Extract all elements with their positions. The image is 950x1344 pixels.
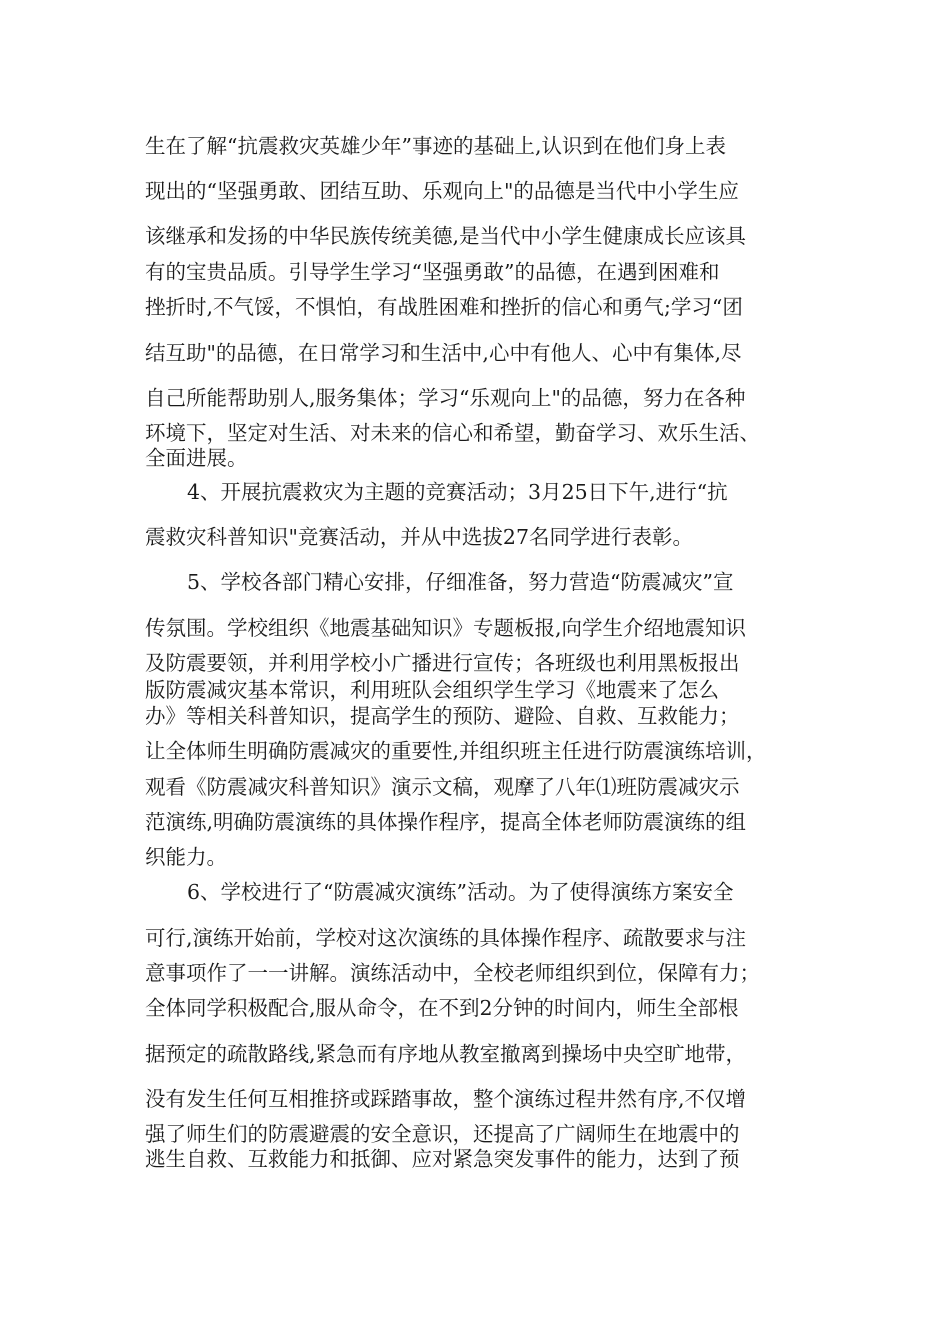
text-line: 结互助"的品德，在日常学习和生活中,心中有他人、心中有集体,尽 <box>145 341 742 365</box>
text-line: 该继承和发扬的中华民族传统美德,是当代中小学生健康成长应该具 <box>145 224 747 248</box>
paragraph-start-line: 5、学校各部门精心安排，仔细准备，努力营造“防震减灾”宣 <box>187 570 734 594</box>
text-line: 现出的“坚强勇敢、团结互助、乐观向上"的品德是当代中小学生应 <box>145 179 739 203</box>
text-line: 自己所能帮助别人,服务集体；学习“乐观向上"的品德，努力在各种 <box>145 386 746 410</box>
text-line: 织能力。 <box>145 845 227 869</box>
text-line: 及防震要领，并利用学校小广播进行宣传；各班级也利用黑板报出 <box>145 651 740 675</box>
text-line: 逃生自救、互救能力和抵御、应对紧急突发事件的能力，达到了预 <box>145 1147 740 1171</box>
text-line: 挫折时,不气馁，不惧怕，有战胜困难和挫折的信心和勇气;学习“团 <box>145 295 743 319</box>
text-line: 环境下，坚定对生活、对未来的信心和希望，勤奋学习、欢乐生活、 <box>145 421 760 445</box>
text-line: 观看《防震减灾科普知识》演示文稿，观摩了八年⑴班防震减灾示 <box>145 775 740 799</box>
text-line: 全体同学积极配合,服从命令，在不到2分钟的时间内，师生全部根 <box>145 996 739 1020</box>
text-line: 可行,演练开始前，学校对这次演练的具体操作程序、疏散要求与注 <box>145 926 747 950</box>
paragraph-start-line: 4、开展抗震救灾为主题的竞赛活动；3月25日下午,进行“抗 <box>187 480 728 504</box>
text-line: 意事项作了一一讲解。演练活动中，全校老师组织到位，保障有力； <box>145 961 760 985</box>
paragraph-start-line: 6、学校进行了“防震减灾演练”活动。为了使得演练方案安全 <box>187 880 734 904</box>
text-line: 震救灾科普知识"竞赛活动，并从中选拔27名同学进行表彰。 <box>145 525 694 549</box>
text-line: 没有发生任何互相推挤或踩踏事故，整个演练过程井然有序,不仅增 <box>145 1087 747 1111</box>
text-line: 范演练,明确防震演练的具体操作程序，提高全体老师防震演练的组 <box>145 810 747 834</box>
text-line: 据预定的疏散路线,紧急而有序地从教室撤离到操场中央空旷地带， <box>145 1042 747 1066</box>
text-line: 让全体师生明确防震减灾的重要性,并组织班主任进行防震演练培训， <box>145 739 767 763</box>
text-line: 传氛围。学校组织《地震基础知识》专题板报,向学生介绍地震知识 <box>145 616 747 640</box>
text-line: 有的宝贵品质。引导学生学习“坚强勇敢”的品德，在遇到困难和 <box>145 260 720 284</box>
text-line: 版防震减灾基本常识，利用班队会组织学生学习《地震来了怎么 <box>145 678 719 702</box>
text-line: 全面进展。 <box>145 446 248 470</box>
text-line: 生在了解“抗震救灾英雄少年”事迹的基础上,认识到在他们身上表 <box>145 134 726 158</box>
text-line: 办》等相关科普知识，提高学生的预防、避险、自救、互救能力； <box>145 704 740 728</box>
text-line: 强了师生们的防震避震的安全意识，还提高了广阔师生在地震中的 <box>145 1122 740 1146</box>
